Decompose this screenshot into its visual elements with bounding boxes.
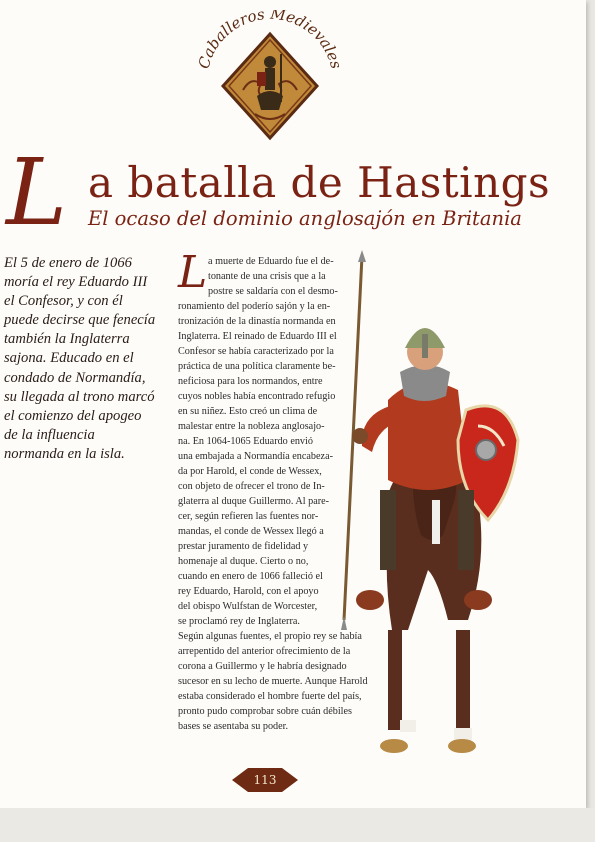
body-line: cuyos nobles había encontrado refugio <box>178 391 336 402</box>
title-drop-cap: L <box>6 139 68 246</box>
body-line: homenaje al duque. Cierto o no, <box>178 556 309 567</box>
intro-paragraph <box>4 254 172 464</box>
body-line: del obispo Wulfstan de Worcester, <box>178 601 318 612</box>
body-line: se proclamó rey de Inglaterra. <box>178 616 300 627</box>
intro-line: moría el rey Eduardo III <box>4 274 148 291</box>
title-block <box>0 139 586 246</box>
body-line: bases se asentaba su poder. <box>178 721 289 732</box>
intro-line: condado de Normandía, <box>4 369 146 386</box>
body-line: ronamiento del poderío sajón y la en- <box>178 301 331 312</box>
page-title: a batalla de Hastings <box>88 158 551 207</box>
body-line: neficiosa para los normandos, entre <box>178 376 323 387</box>
intro-line: sajona. Educado en el <box>4 350 134 367</box>
body-line: na. En 1064-1065 Eduardo envió <box>178 436 313 447</box>
body-line: cer, según refieren las fuentes nor- <box>178 511 319 522</box>
body-line: con objeto de ofrecer el trono de In- <box>178 481 325 492</box>
body-line: rey Eduardo, Harold, con el apoyo <box>178 586 319 597</box>
page-margin <box>0 808 595 842</box>
body-line: glaterra al duque Guillermo. Al pare- <box>178 496 330 507</box>
body-line: una embajada a Normandía encabeza- <box>178 451 333 462</box>
emblem-graphic <box>195 10 345 150</box>
knight-figure-image <box>328 250 538 760</box>
page-number: 113 <box>253 773 277 787</box>
body-line: Inglaterra. El reinado de Eduardo III el <box>178 331 337 342</box>
body-line: en su niñez. Esto creó un clima de <box>178 406 318 417</box>
intro-line: el Confesor, y con él <box>4 293 123 310</box>
page-subtitle: El ocaso del dominio anglosajón en Britania <box>88 207 522 230</box>
body-line: estaba considerado el hombre fuerte del país, <box>178 691 362 702</box>
body-line: postre se saldaría con el desmo- <box>208 286 338 297</box>
body-line: corona a Guillermo y le habría designado <box>178 661 347 672</box>
body-line: Confesor se había caracterizado por la <box>178 346 334 357</box>
body-line: cuando en enero de 1066 falleció el <box>178 571 323 582</box>
body-line: prestar juramento de fidelidad y <box>178 541 309 552</box>
intro-line: su llegada al trono marcó <box>4 388 155 405</box>
intro-line: de la influencia <box>4 426 95 443</box>
body-line: da por Harold, el conde de Wessex, <box>178 466 322 477</box>
body-line: malestar entre la nobleza anglosajo- <box>178 421 325 432</box>
intro-line: normanda en la isla. <box>4 445 125 462</box>
intro-line: el comienzo del apogeo <box>4 407 142 424</box>
intro-line: puede decirse que fenecía <box>4 312 156 329</box>
intro-line: también la Inglaterra <box>4 331 130 348</box>
body-line: mandas, el conde de Wessex llegó a <box>178 526 324 537</box>
caballeros-medievales-emblem <box>195 10 345 150</box>
body-line: sucesor en su lecho de muerte. Aunque Harold <box>178 676 368 687</box>
page-number-badge <box>232 766 298 794</box>
body-line: pronto pudo comprobar sobre cuán débiles <box>178 706 352 717</box>
body-line: arrepentido del anterior ofrecimiento de la <box>178 646 351 657</box>
body-line: tonante de una crisis que a la <box>208 271 326 282</box>
body-line: tronización de la dinastía normanda en <box>178 316 336 327</box>
body-line: práctica de una política claramente be- <box>178 361 336 372</box>
body-line: Según algunas fuentes, el propio rey se había <box>178 631 362 642</box>
emblem-arc-text: Caballeros Medievales <box>195 10 345 71</box>
body-line: a muerte de Eduardo fue el de- <box>208 256 334 267</box>
intro-line: El 5 de enero de 1066 <box>4 255 132 271</box>
body-drop-cap: L <box>178 247 208 298</box>
